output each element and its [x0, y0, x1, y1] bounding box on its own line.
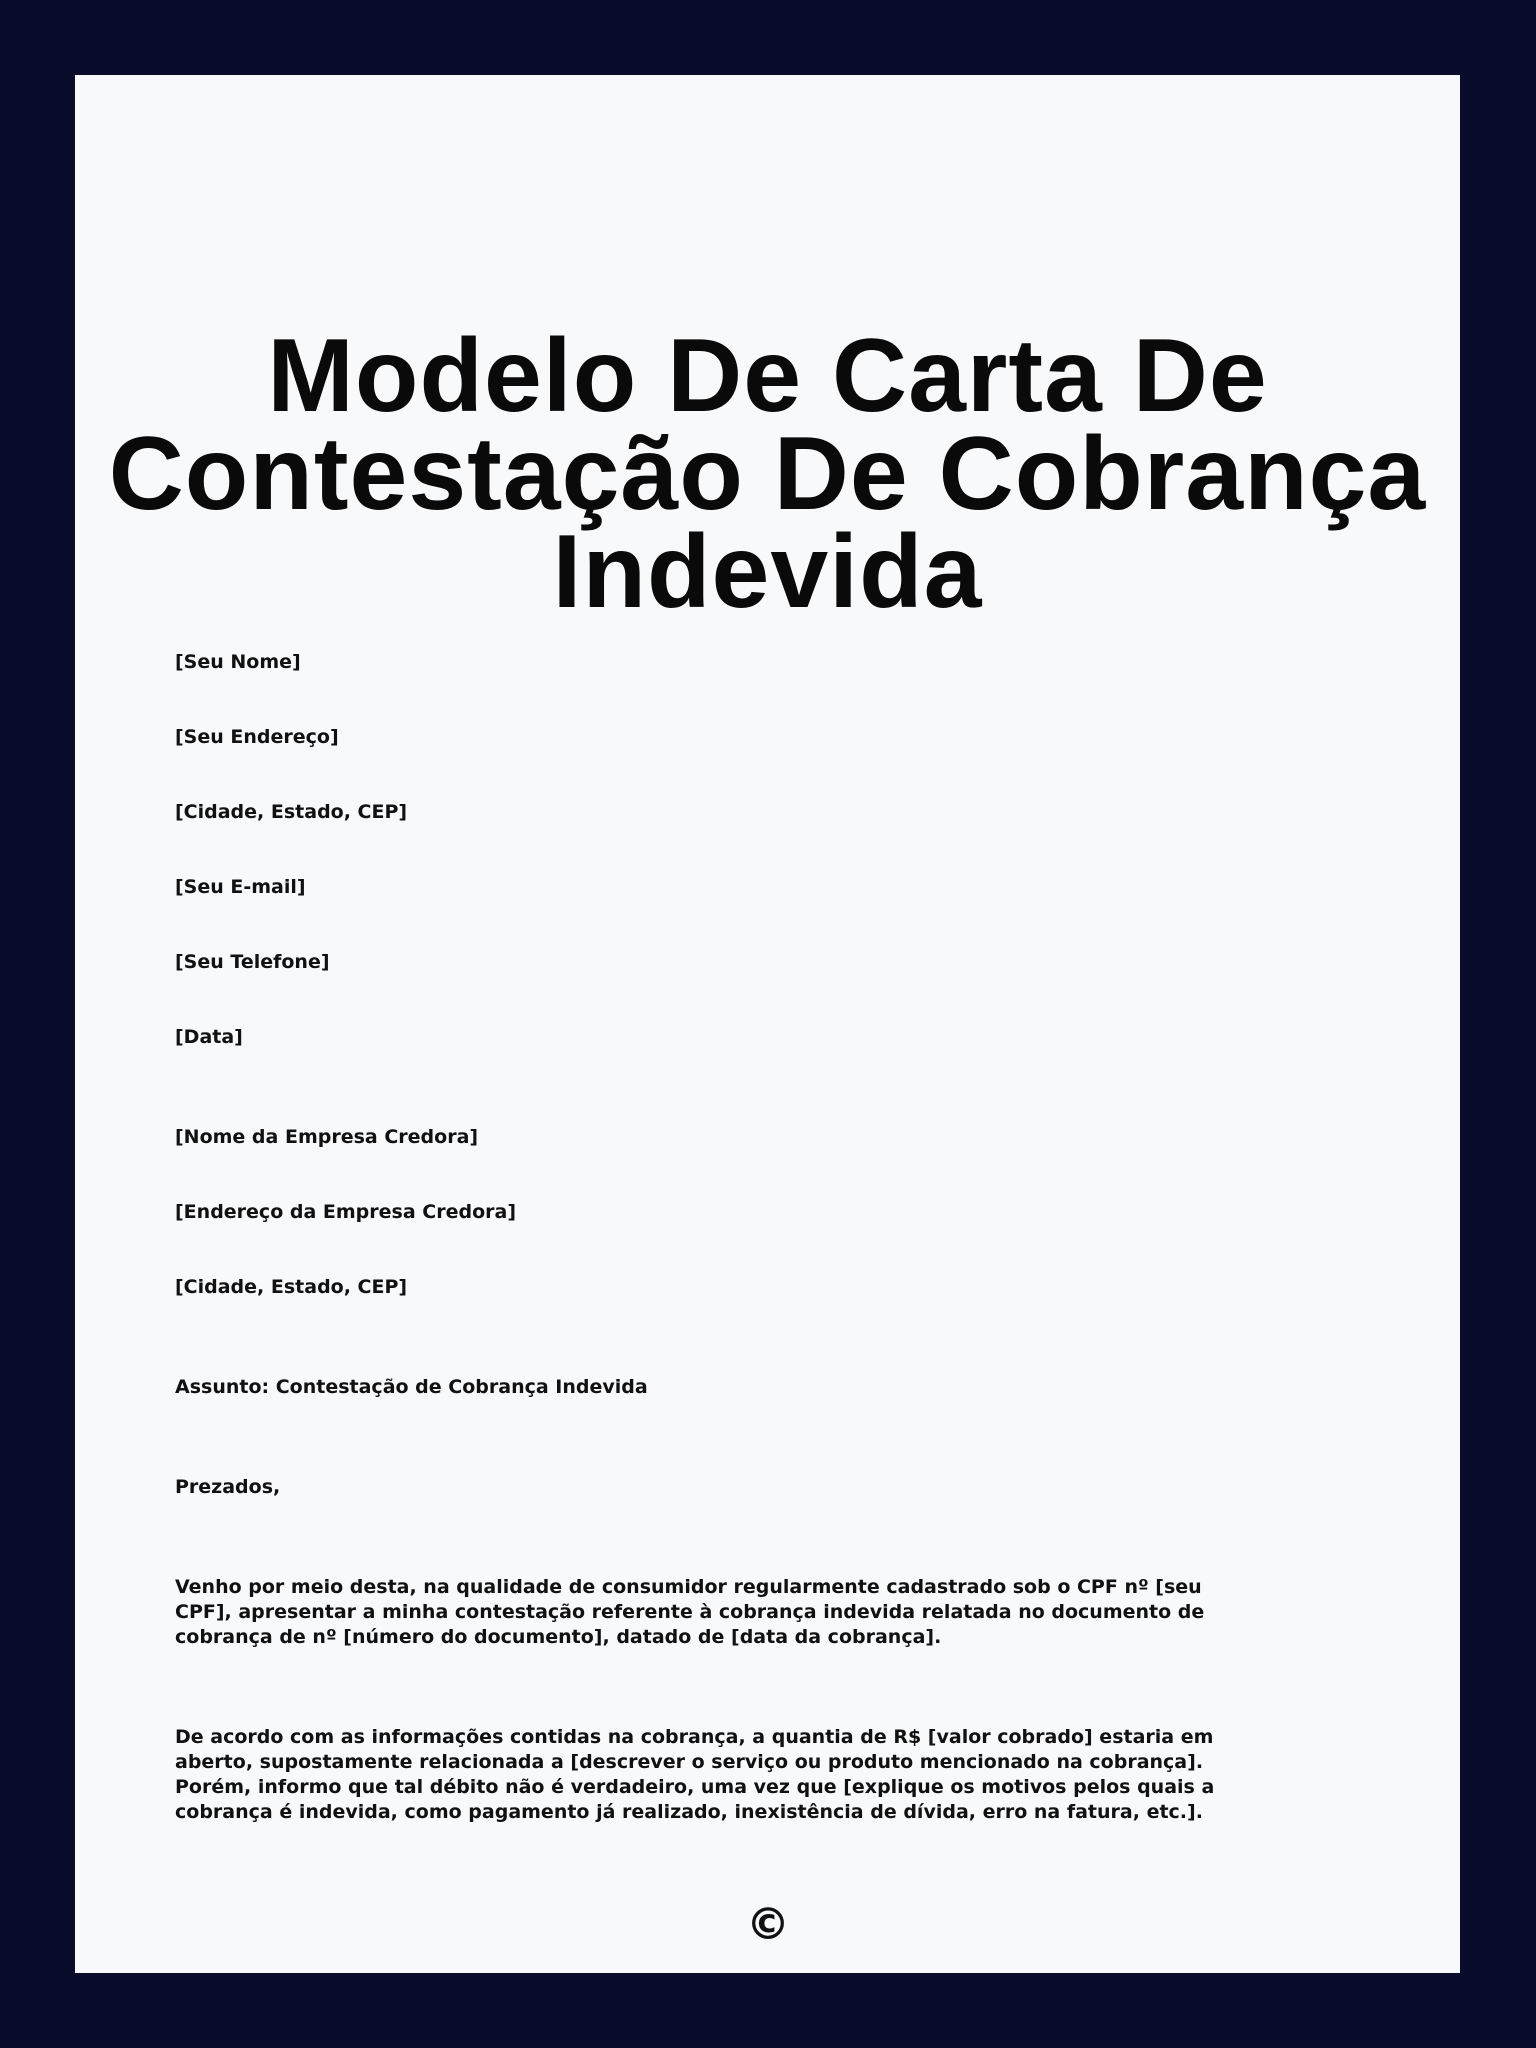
copyright-icon: ©	[746, 1899, 790, 1950]
recipient-address: [Endereço da Empresa Credora]	[175, 1201, 517, 1223]
letter-date: [Data]	[175, 1026, 243, 1048]
letter-greeting: Prezados,	[175, 1476, 281, 1498]
sender-email: [Seu E-mail]	[175, 876, 306, 898]
sender-name: [Seu Nome]	[175, 651, 301, 673]
sender-city-state-zip: [Cidade, Estado, CEP]	[175, 801, 408, 823]
letter-paragraph: De acordo com as informações contidas na cobrança, a quantia de R$ [valor cobrado] estaria em aberto, supostamente relacionada a [descrever o serviço ou produto mencionado na cobrança]. Porém, informo que tal débito não é verdadeiro, uma vez que [explique os motivos pelos quais a cobrança é indevida, como pagamento já realizado, inexistência de dívida, erro na fatura, etc.].	[175, 1726, 1215, 1823]
letter-subject: Assunto: Contestação de Cobrança Indevida	[175, 1376, 648, 1398]
sender-address: [Seu Endereço]	[175, 726, 339, 748]
recipient-city-state-zip: [Cidade, Estado, CEP]	[175, 1276, 408, 1298]
letter-paragraph: Venho por meio desta, na qualidade de consumidor regularmente cadastrado sob o CPF nº [seu CPF], apresentar a minha contestação referente à cobrança indevida relatada no documento de cobrança de nº [número do documento], datado de [data da cobrança].	[175, 1576, 1205, 1648]
document-title: Modelo De Carta De Contestação De Cobrança Indevida	[108, 318, 1427, 630]
document-page	[75, 75, 1460, 1973]
recipient-company: [Nome da Empresa Credora]	[175, 1126, 479, 1148]
sender-phone: [Seu Telefone]	[175, 951, 330, 973]
